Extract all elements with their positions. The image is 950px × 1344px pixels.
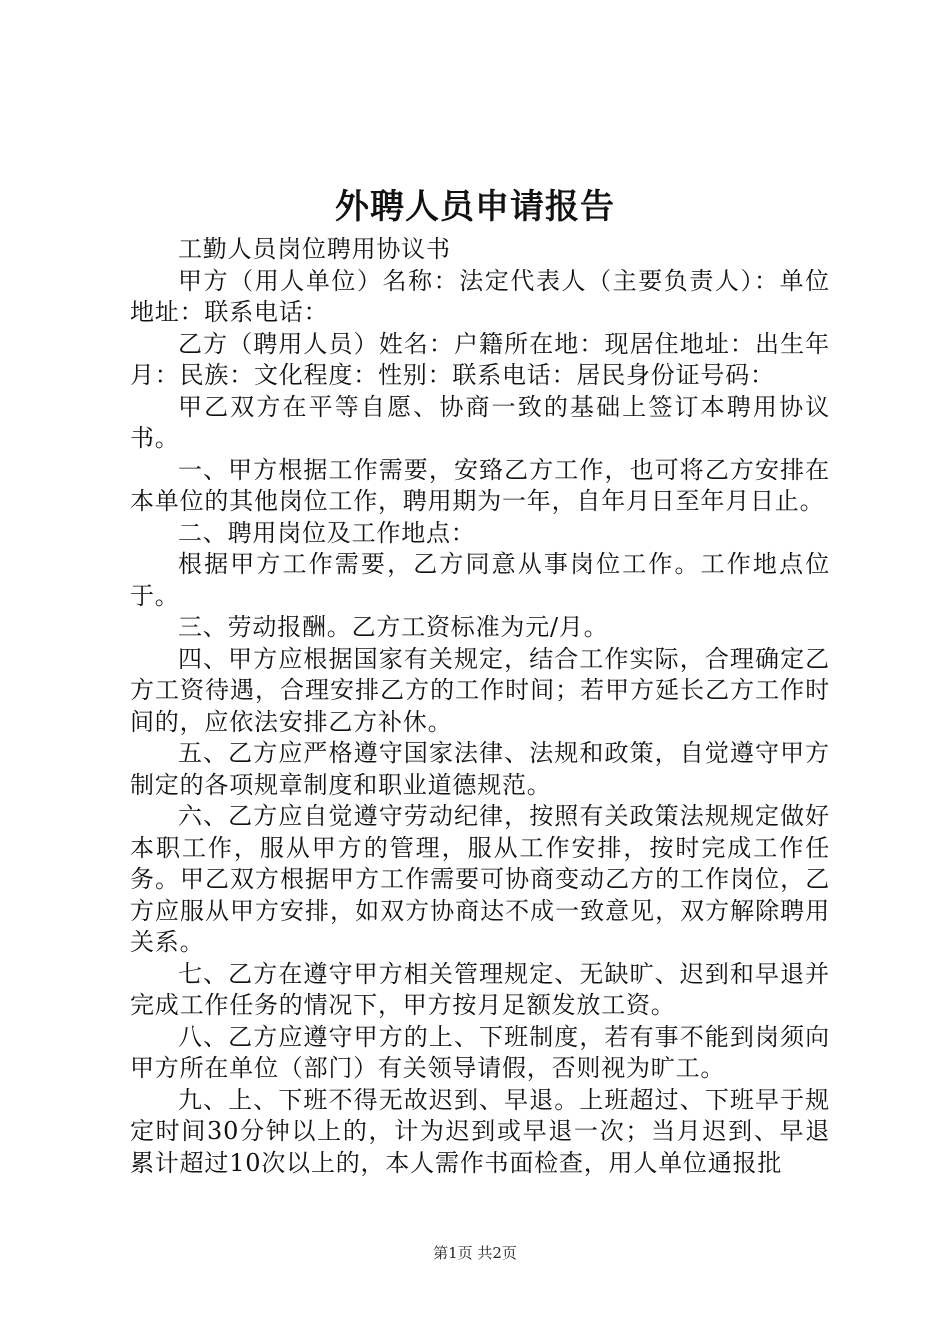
paragraph: 三、劳动报酬。乙方工资标准为元/月。 <box>178 613 609 641</box>
paragraph: 乙方（聘用人员）姓名：户籍所在地：现居住地址：出生年月：民族：文化程度：性别：联系电话：居民身份证号码： <box>130 329 830 389</box>
paragraph: 甲方（用人单位）名称：法定代表人（主要负责人）：单位地址：联系电话： <box>130 266 830 326</box>
paragraph: 一、甲方根据工作需要，安臵乙方工作，也可将乙方安排在本单位的其他岗位工作，聘用期为一年，自年月日至年月日止。 <box>130 455 830 515</box>
paragraph: 五、乙方应严格遵守国家法律、法规和政策，自觉遵守甲方制定的各项规章制度和职业道德规范。 <box>130 739 830 799</box>
paragraph: 九、上、下班不得无故迟到、早退。上班超过、下班早于规定时间30分钟以上的，计为迟到或早退一次；当月迟到、早退累计超过10次以上的，本人需作书面检查，用人单位通报批 <box>130 1085 830 1177</box>
paragraph: 八、乙方应遵守甲方的上、下班制度，若有事不能到岗须向甲方所在单位（部门）有关领导请假，否则视为旷工。 <box>130 1022 830 1082</box>
document-body <box>130 234 830 1179</box>
paragraph: 甲乙双方在平等自愿、协商一致的基础上签订本聘用协议书。 <box>130 392 830 452</box>
paragraph: 二、聘用岗位及工作地点： <box>178 518 476 547</box>
paragraph: 四、甲方应根据国家有关规定，结合工作实际，合理确定乙方工资待遇，合理安排乙方的工作时间；若甲方延长乙方工作时间的，应依法安排乙方补休。 <box>130 644 830 736</box>
paragraph: 根据甲方工作需要，乙方同意从事岗位工作。工作地点位于。 <box>130 550 830 610</box>
document-title: 外聘人员申请报告 <box>335 187 615 227</box>
paragraph: 六、乙方应自觉遵守劳动纪律，按照有关政策法规规定做好本职工作，服从甲方的管理，服从工作安排，按时完成工作任务。甲乙双方根据甲方工作需要可协商变动乙方的工作岗位，乙方应服从甲方安排，如双方协商达不成一致意见，双方解除聘用关系。 <box>130 802 830 956</box>
page-number-footer: 第1页 共2页 <box>433 1244 517 1262</box>
paragraph: 七、乙方在遵守甲方相关管理规定、无缺旷、迟到和早退并完成工作任务的情况下，甲方按月足额发放工资。 <box>130 959 830 1019</box>
paragraph: 工勤人员岗位聘用协议书 <box>178 235 451 263</box>
